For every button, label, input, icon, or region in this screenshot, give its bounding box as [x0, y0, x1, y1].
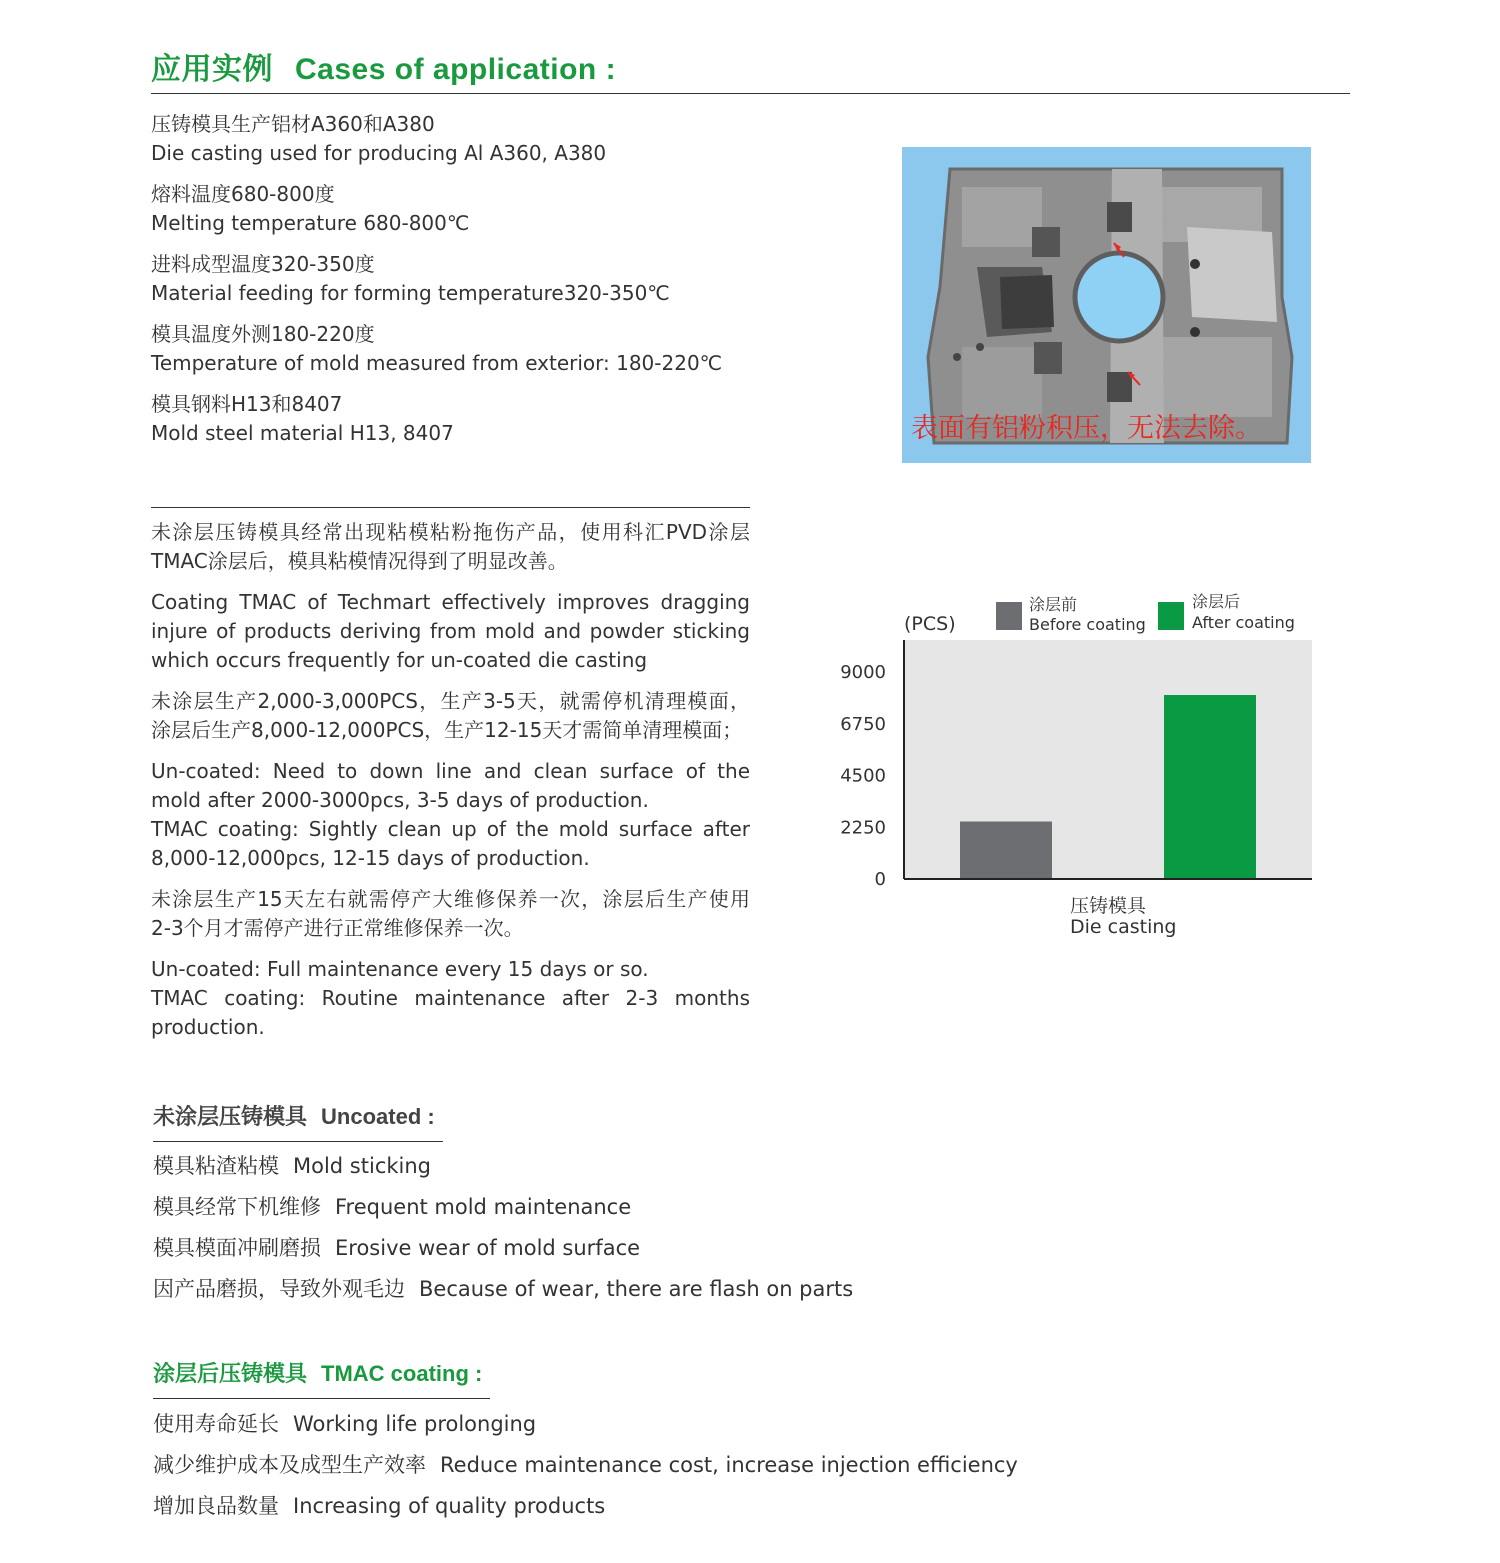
spec-en: Melting temperature 680-800℃	[151, 211, 470, 235]
text-line: 8,000-12,000pcs, 12-15 days of production.	[151, 846, 590, 870]
spec-list	[151, 110, 851, 460]
list-item	[153, 1486, 1018, 1527]
spec-item	[151, 250, 851, 308]
y-tick-label: 2250	[840, 817, 886, 839]
title-divider	[151, 93, 1350, 94]
legend-swatch-after	[1158, 602, 1184, 630]
list-item	[153, 1269, 853, 1310]
item-en: Increasing of quality products	[293, 1494, 606, 1518]
text-line: Un-coated: Full maintenance every 15 days or so.	[151, 957, 649, 981]
item-zh: 模具粘渣粘模	[153, 1154, 279, 1178]
item-zh: 模具模面冲刷磨损	[153, 1236, 321, 1260]
text-line: TMAC coating: Routine maintenance after 2-3 months	[151, 986, 750, 1010]
item-zh: 因产品磨损，导致外观毛边	[153, 1277, 405, 1301]
text-line: Coating TMAC of Techmart effectively improves dragging	[151, 590, 750, 614]
item-zh: 模具经常下机维修	[153, 1195, 321, 1219]
item-zh: 增加良品数量	[153, 1494, 279, 1518]
spec-zh: 压铸模具生产铝材A360和A380	[151, 112, 435, 136]
item-zh: 使用寿命延长	[153, 1412, 279, 1436]
list-item	[153, 1445, 1018, 1486]
spec-en: Material feeding for forming temperature320-350℃	[151, 281, 670, 305]
paragraph-zh	[151, 687, 750, 745]
chart-unit-label: (PCS)	[904, 613, 956, 635]
text-line: TMAC coating: Sightly clean up of the mold surface after	[151, 817, 750, 841]
item-en: Frequent mold maintenance	[335, 1195, 632, 1219]
mold-block	[928, 169, 1292, 443]
bar-after-coating	[1164, 695, 1256, 879]
item-en: Reduce maintenance cost, increase injection efficiency	[440, 1453, 1018, 1477]
legend-swatch-before	[996, 602, 1022, 630]
page-title-en: Cases of application :	[295, 53, 617, 86]
y-tick-label: 4500	[840, 765, 886, 787]
x-axis-label-en: Die casting	[1070, 916, 1177, 938]
item-en: Because of wear, there are flash on parts	[419, 1277, 854, 1301]
paragraph-zh	[151, 885, 750, 943]
photo-caption: 表面有铝粉积压，无法去除。	[911, 413, 1262, 444]
spec-zh: 进料成型温度320-350度	[151, 252, 375, 276]
list-item	[153, 1146, 853, 1187]
coated-heading-en: TMAC coating :	[321, 1361, 483, 1386]
text-line: 未涂层生产15天左右就需停产大维修保养一次，涂层后生产使用	[151, 887, 750, 911]
item-en: Mold sticking	[293, 1154, 431, 1178]
item-zh: 减少维护成本及成型生产效率	[153, 1453, 426, 1477]
bar-chart	[830, 585, 1330, 965]
description-text	[151, 518, 750, 1054]
y-tick-label: 0	[874, 869, 886, 890]
list-item	[153, 1228, 853, 1269]
mold-photo	[902, 147, 1311, 463]
page-title	[151, 44, 616, 88]
spec-zh: 模具温度外测180-220度	[151, 322, 375, 346]
spec-en: Temperature of mold measured from exterior: 180-220℃	[151, 351, 723, 375]
text-line: 2-3个月才需停产进行正常维修保养一次。	[151, 916, 524, 940]
item-en: Working life prolonging	[293, 1412, 537, 1436]
uncoated-heading-en: Uncoated :	[321, 1104, 435, 1129]
y-tick-label: 9000	[840, 662, 886, 683]
list-item	[153, 1404, 1018, 1445]
spec-item	[151, 320, 851, 378]
spec-zh: 熔料温度680-800度	[151, 182, 335, 206]
text-line: mold after 2000-3000pcs, 3-5 days of production.	[151, 788, 649, 812]
text-line: 涂层后生产8,000-12,000PCS，生产12-15天才需简单清理模面；	[151, 718, 743, 742]
uncoated-list	[153, 1146, 853, 1310]
x-axis-label-zh: 压铸模具	[1070, 895, 1147, 917]
spec-item	[151, 180, 851, 238]
spec-item	[151, 390, 851, 448]
text-line: Un-coated: Need to down line and clean surface of the	[151, 759, 750, 783]
list-item	[153, 1187, 853, 1228]
paragraph-en	[151, 588, 750, 675]
text-line: 未涂层压铸模具经常出现粘模粘粉拖伤产品，使用科汇PVD涂层	[151, 520, 750, 544]
y-tick-label: 6750	[840, 713, 886, 735]
legend-label-before-zh: 涂层前	[1029, 595, 1078, 614]
spec-en: Mold steel material H13, 8407	[151, 421, 454, 445]
spec-zh: 模具钢料H13和8407	[151, 392, 343, 416]
spec-en: Die casting used for producing Al A360, A380	[151, 141, 607, 165]
page-title-zh: 应用实例	[151, 53, 273, 86]
paragraph-en	[151, 955, 750, 1042]
text-line: which occurs frequently for un-coated die casting	[151, 648, 648, 672]
legend-label-after-zh: 涂层后	[1192, 592, 1241, 611]
coated-heading	[153, 1357, 490, 1399]
text-line: injure of products deriving from mold and powder sticking	[151, 619, 750, 643]
text-line: TMAC涂层后，模具粘模情况得到了明显改善。	[151, 549, 568, 573]
bar-before-coating	[960, 822, 1052, 880]
item-en: Erosive wear of mold surface	[335, 1236, 641, 1260]
section-divider	[151, 507, 750, 508]
spec-item	[151, 110, 851, 168]
coated-list	[153, 1404, 1018, 1527]
legend-label-before-en: Before coating	[1029, 615, 1146, 634]
text-line: production.	[151, 1015, 265, 1039]
legend-label-after-en: After coating	[1192, 613, 1295, 632]
coated-heading-zh: 涂层后压铸模具	[153, 1361, 308, 1386]
uncoated-heading	[153, 1100, 443, 1142]
text-line: 未涂层生产2,000-3,000PCS，生产3-5天，就需停机清理模面，	[151, 689, 750, 713]
uncoated-heading-zh: 未涂层压铸模具	[153, 1104, 308, 1129]
paragraph-en	[151, 757, 750, 873]
paragraph-zh	[151, 518, 750, 576]
